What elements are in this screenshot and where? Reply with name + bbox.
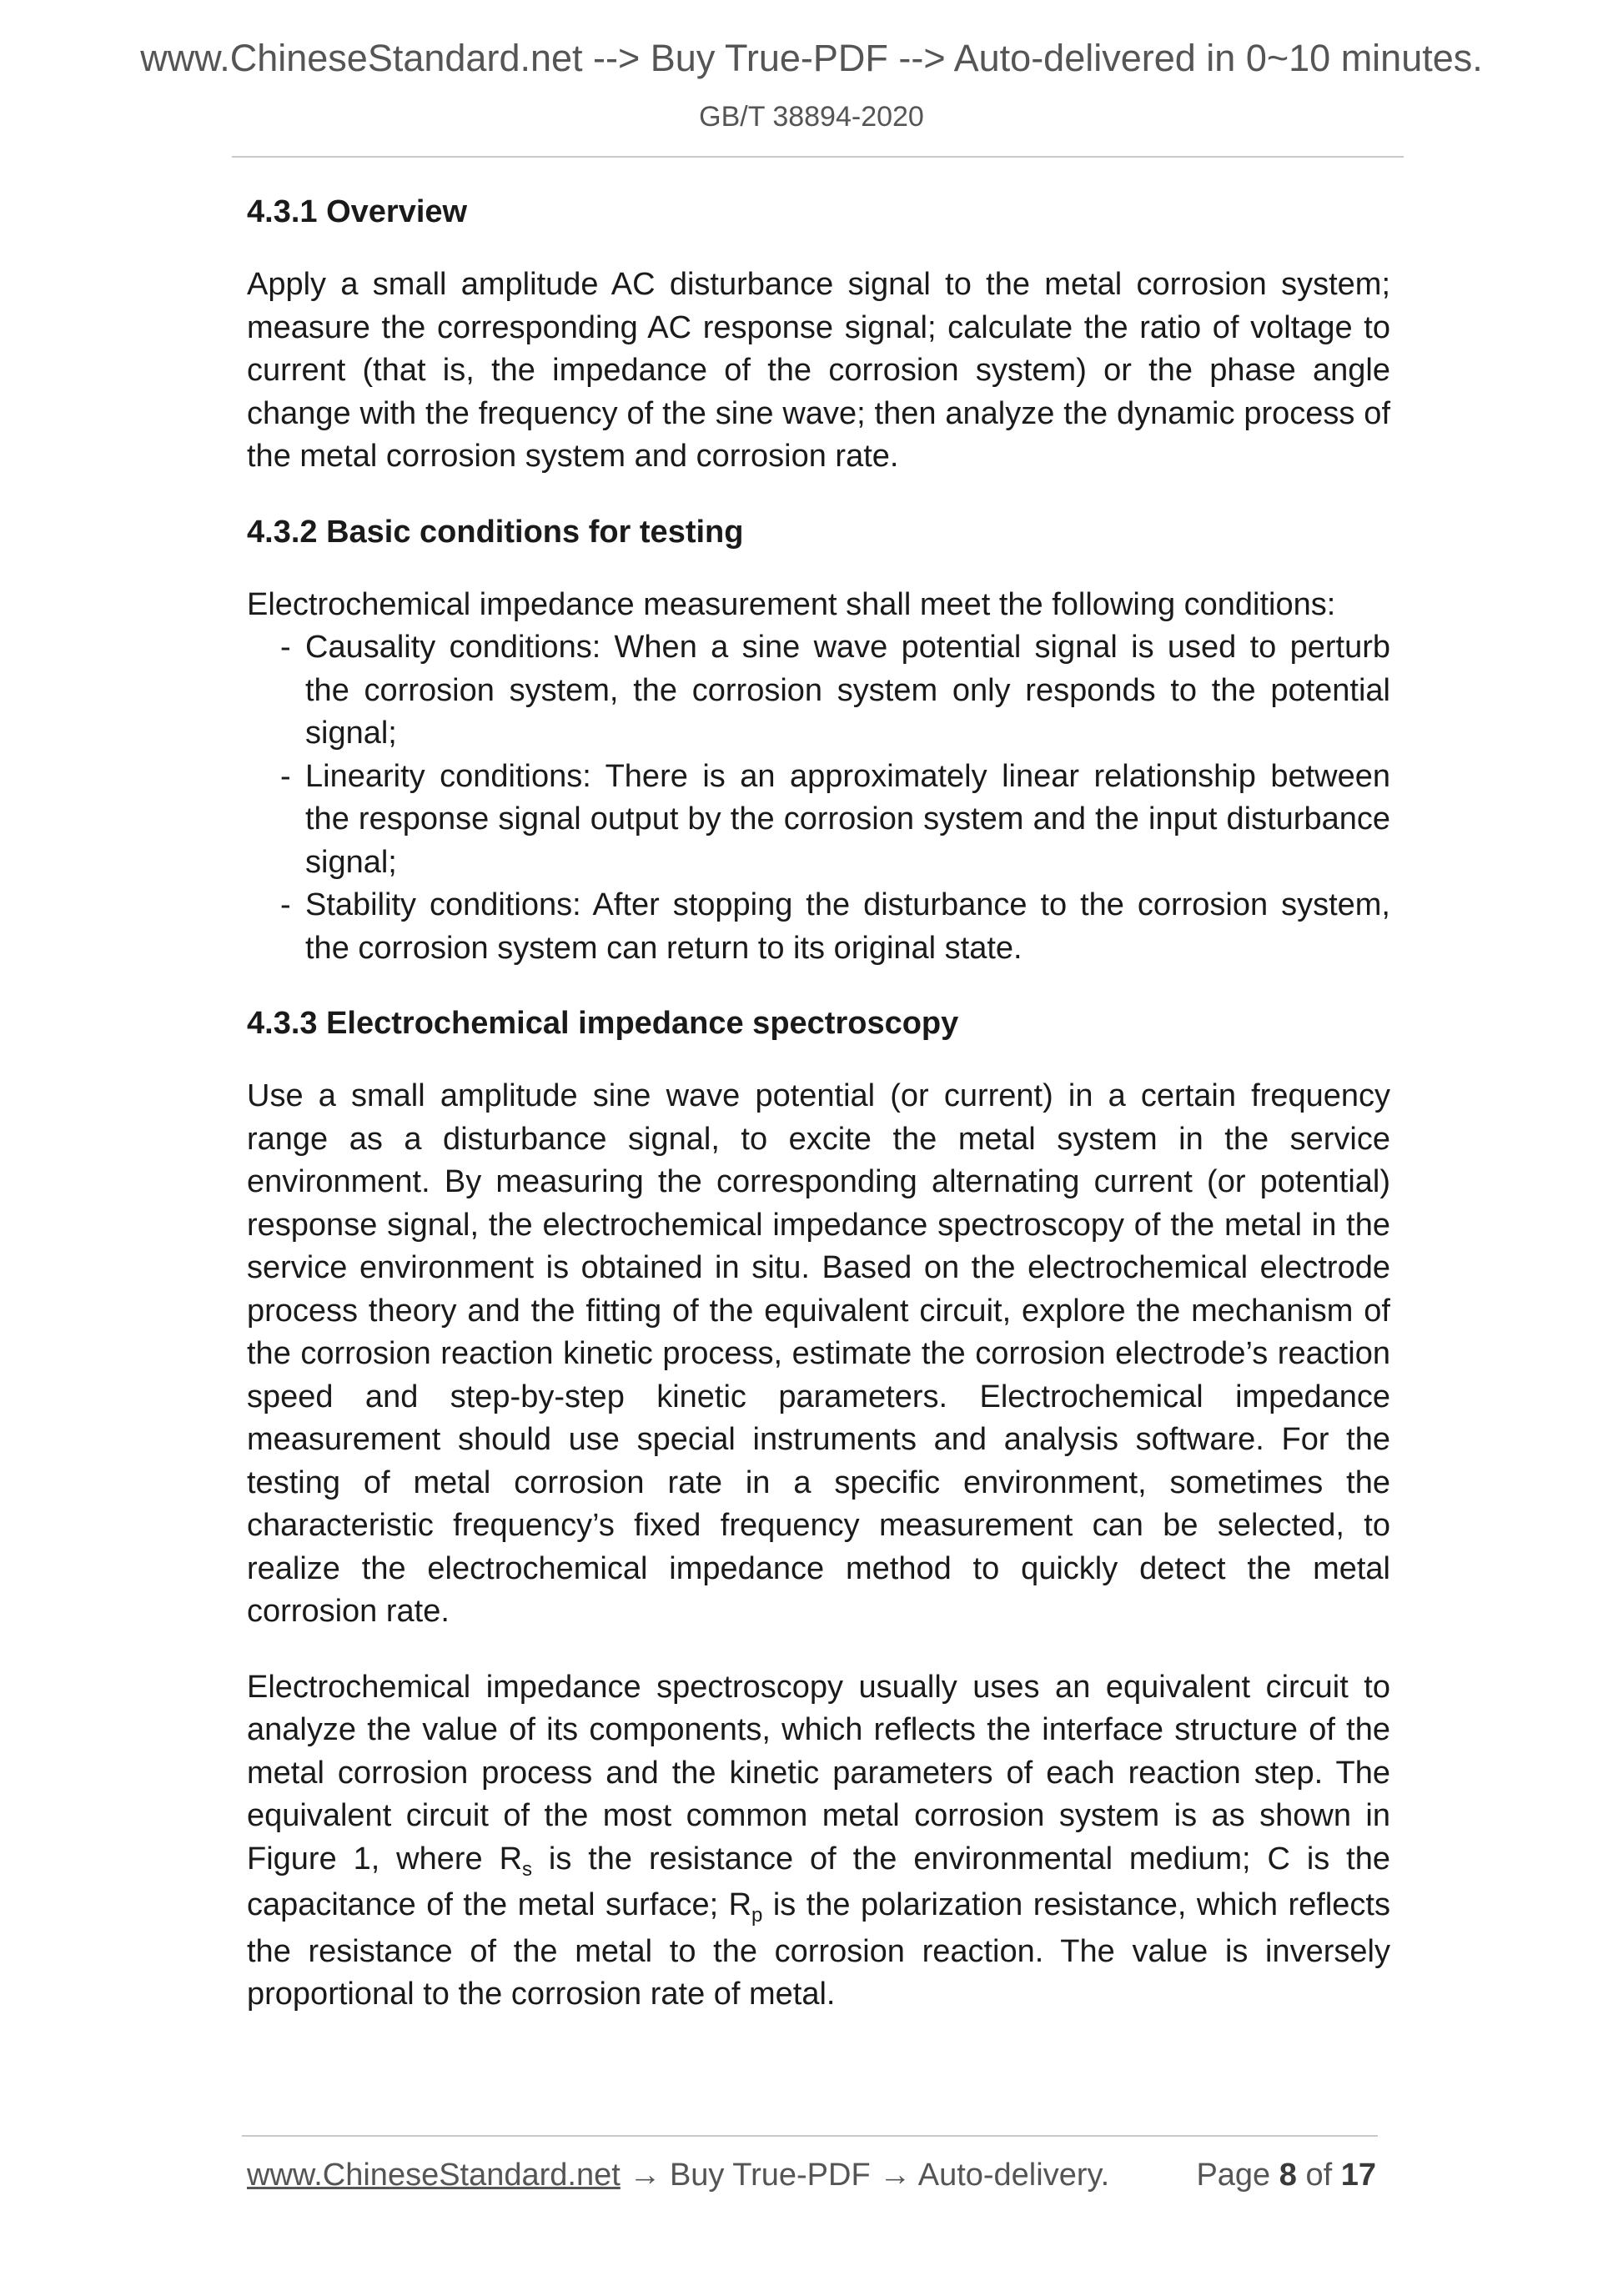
current-page: 8 <box>1279 2158 1297 2193</box>
arrow-right-icon: → <box>879 2158 912 2193</box>
subscript-s: s <box>522 1857 533 1881</box>
eis-paragraph-1: Use a small amplitude sine wave potential (or current) in a certain frequency range as a disturbance signal, to excite the metal system in the service environment. By measuring the corresponding alternating current (or potential) response signal, the electrochemical impedance spectroscopy of the metal in the service environment is obtained in situ. Based on the electrochemical electrode process theory and the fitting of the equivalent circuit, explore the mechanism of the corrosion reaction kinetic process, estimate the corrosion electrode’s reaction speed and step-by-step kinetic parameters. Electrochemical impedance measurement should use special instruments and analysis software. For the testing of metal corrosion rate in a specific environment, sometimes the characteristic frequency’s fixed frequency measurement can be selected, to realize the electrochemical impedance method to quickly detect the metal corrosion rate. <box>247 1078 1390 1629</box>
section-heading-4-3-2: 4.3.2 Basic conditions for testing <box>247 514 744 550</box>
arrow-right-icon: → <box>629 2158 661 2193</box>
total-pages: 17 <box>1340 2158 1376 2193</box>
paragraph-text: is the resistance of the environmental medium; C is the capacitance of the metal surface; R <box>247 1841 1390 1922</box>
buy-label: Buy True-PDF <box>669 2158 871 2193</box>
page-number <box>1196 2154 1376 2196</box>
footer-divider <box>242 2135 1378 2137</box>
section-heading-4-3-1: 4.3.1 Overview <box>247 194 468 229</box>
eis-paragraph-2 <box>247 1666 1390 2017</box>
conditions-intro: Electrochemical impedance measurement shall meet the following conditions: <box>247 586 1336 622</box>
header-divider <box>232 156 1404 158</box>
auto-delivery-label: Auto-delivery. <box>917 2158 1110 2193</box>
list-item-text: Linearity conditions: There is an approximately linear relationship between the response signal output by the corrosion system and the input disturbance signal; <box>305 758 1390 880</box>
website-link[interactable]: www.ChineseStandard.net <box>247 2158 621 2193</box>
header-banner: www.ChineseStandard.net --> Buy True-PDF --> Auto-delivered in 0~10 minutes. <box>140 37 1483 79</box>
list-item <box>247 756 1390 885</box>
list-item <box>247 884 1390 970</box>
of-label: of <box>1305 2158 1333 2193</box>
list-marker: - <box>280 887 291 922</box>
list-item-text: Stability conditions: After stopping the disturbance to the corrosion system, the corrosion system can return to its original state. <box>305 887 1390 966</box>
section-heading-4-3-3: 4.3.3 Electrochemical impedance spectroscopy <box>247 1006 959 1041</box>
list-marker: - <box>280 630 291 665</box>
paragraph-text: is the polarization resistance, which reflects the resistance of the metal to the corrosion reaction. The value is inversely proportional to the corrosion rate of metal. <box>247 1887 1390 2012</box>
list-item <box>247 626 1390 756</box>
overview-paragraph: Apply a small amplitude AC disturbance signal to the metal corrosion system; measure the corresponding AC response signal; calculate the ratio of voltage to current (that is, the impedance of the corrosion system) or the phase angle change with the frequency of the sine wave; then analyze the dynamic process of the metal corrosion system and corrosion rate. <box>247 267 1390 474</box>
footer-links <box>247 2154 1109 2196</box>
document-id: GB/T 38894-2020 <box>699 101 924 133</box>
subscript-p: p <box>751 1904 763 1927</box>
page-content <box>247 190 1390 2017</box>
page-label: Page <box>1196 2158 1271 2193</box>
paragraph-text: Electrochemical impedance spectroscopy usually uses an equivalent circuit to analyze the value of its components, which reflects the interface structure of the metal corrosion process and the kinetic parameters of each reaction step. The equivalent circuit of the most common metal corrosion system is as shown in Figure 1, where R <box>247 1669 1390 1876</box>
list-item-text: Causality conditions: When a sine wave potential signal is used to perturb the corrosion system, the corrosion system only responds to the potential signal; <box>305 630 1390 751</box>
list-marker: - <box>280 758 291 794</box>
